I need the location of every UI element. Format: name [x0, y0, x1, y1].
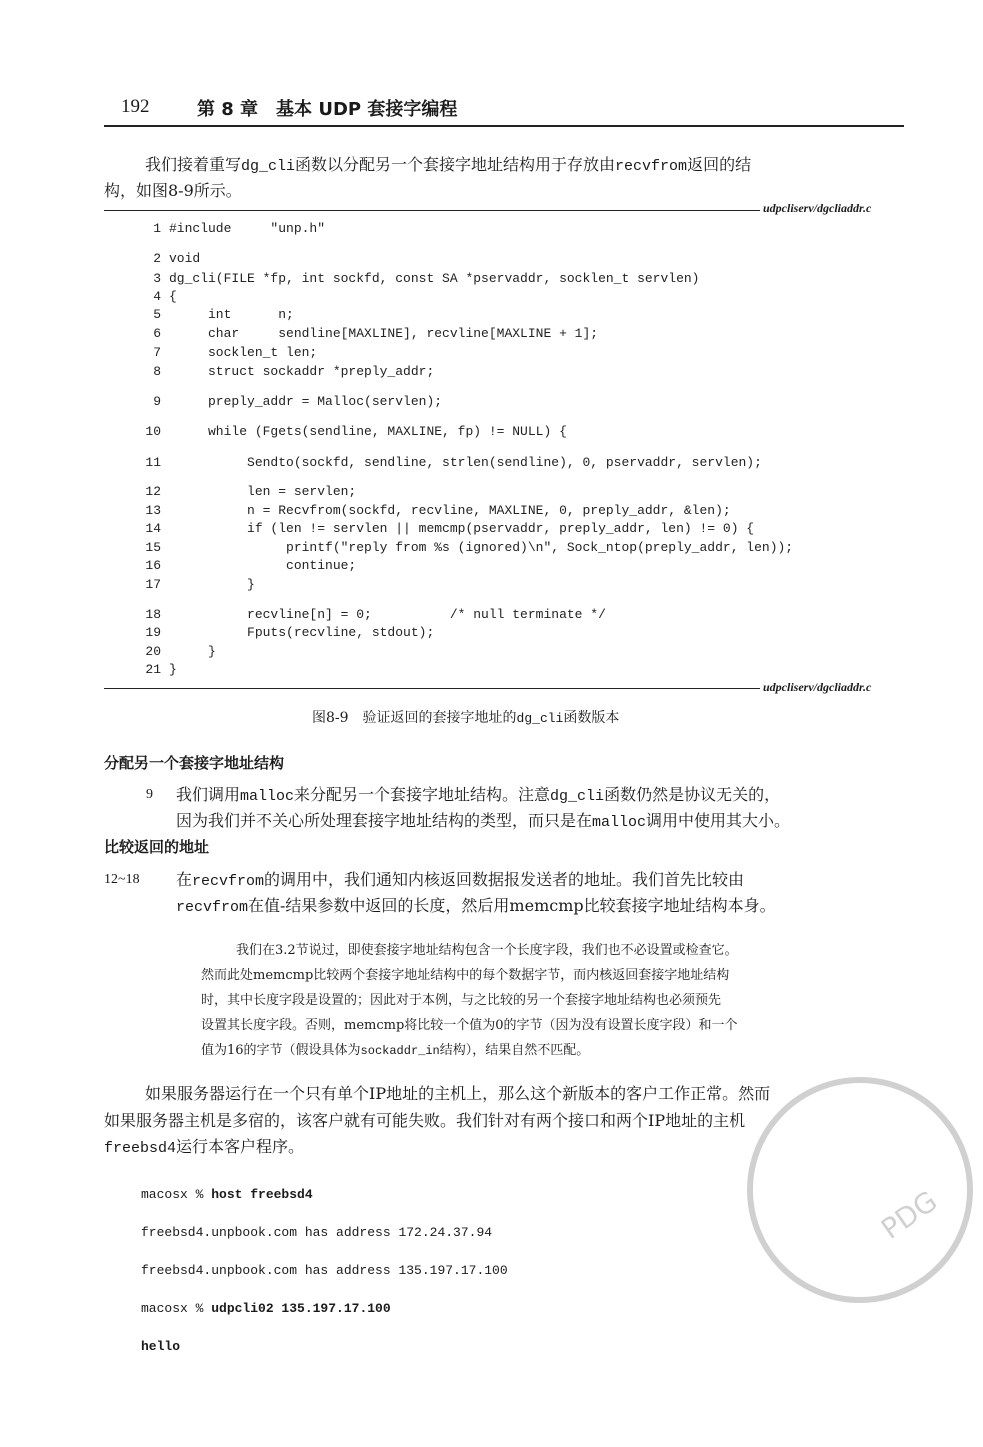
listing-top-rule: [104, 210, 760, 211]
intro-line-2: 构，如图8-9所示。: [104, 181, 242, 200]
note-line-2: 然而此处memcmp比较两个套接字地址结构中的每个数据字节，而内核返回套接字地址结构: [201, 968, 730, 983]
listing-bottom-rule: [104, 688, 760, 689]
page-number: 192: [121, 96, 150, 117]
note-line-3: 时，其中长度字段是设置的；因此对于本例，与之比较的另一个套接字地址结构也必须预先: [201, 993, 722, 1008]
terminal-line-2: freebsd4.unpbook.com has address 172.24.37.94: [141, 1225, 493, 1240]
watermark-circle: [750, 1080, 970, 1300]
section1-lineno: 9: [146, 787, 153, 802]
terminal-line-3: freebsd4.unpbook.com has address 135.197.17.100: [141, 1263, 508, 1278]
section1-line-2: 因为我们并不关心所处理套接字地址结构的类型，而只是在malloc调用中使用其大小。: [176, 811, 791, 831]
closing-line-3: freebsd4运行本客户程序。: [104, 1137, 305, 1157]
closing-line-1: 如果服务器运行在一个只有单个IP地址的主机上，那么这个新版本的客户工作正常。然而: [145, 1084, 771, 1103]
chapter-title: 第 8 章 基本 UDP 套接字编程: [197, 99, 458, 120]
listing-source-top: udpcliserv/dgcliaddr.c: [763, 201, 872, 215]
watermark-text: PDG: [875, 1184, 944, 1246]
section2-line-2: recvfrom在值-结果参数中返回的长度，然后用memcmp比较套接字地址结构本身。: [176, 896, 776, 916]
closing-line-2: 如果服务器主机是多宿的，该客户就有可能失败。我们针对有两个接口和两个IP地址的主机: [104, 1111, 746, 1130]
intro-line-1: 我们接着重写dg_cli函数以分配另一个套接字地址结构用于存放由recvfrom返回的结: [145, 155, 752, 175]
note-line-1: 我们在3.2节说过，即使套接字地址结构包含一个长度字段，我们也不必设置或检查它。: [236, 943, 738, 958]
section1-line-1: 我们调用malloc来分配另一个套接字地址结构。注意dg_cli函数仍然是协议无关的，: [176, 785, 781, 805]
terminal-line-4: macosx % udpcli02 135.197.17.100: [141, 1301, 391, 1316]
section-heading-allocate: 分配另一个套接字地址结构: [104, 754, 285, 772]
section2-lineno: 12~18: [104, 872, 140, 887]
header-rule: [104, 125, 904, 127]
listing-source-bottom: udpcliserv/dgcliaddr.c: [763, 680, 872, 694]
terminal-output: [141, 1166, 508, 1375]
terminal-line-5: hello: [141, 1339, 181, 1354]
section-heading-compare: 比较返回的地址: [104, 838, 210, 856]
note-line-5: 值为16的字节（假设具体为sockaddr_in结构），结果自然不匹配。: [201, 1043, 590, 1058]
section2-line-1: 在recvfrom的调用中，我们通知内核返回数据报发送者的地址。我们首先比较由: [176, 870, 745, 890]
terminal-line-1: macosx % host freebsd4: [141, 1187, 313, 1202]
note-line-4: 设置其长度字段。否则，memcmp将比较一个值为0的字节（因为没有设置长度字段）和一个: [201, 1018, 738, 1033]
figure-caption: 图8-9 验证返回的套接字地址的dg_cli函数版本: [312, 710, 620, 726]
watermark-stamp: [740, 1070, 980, 1310]
